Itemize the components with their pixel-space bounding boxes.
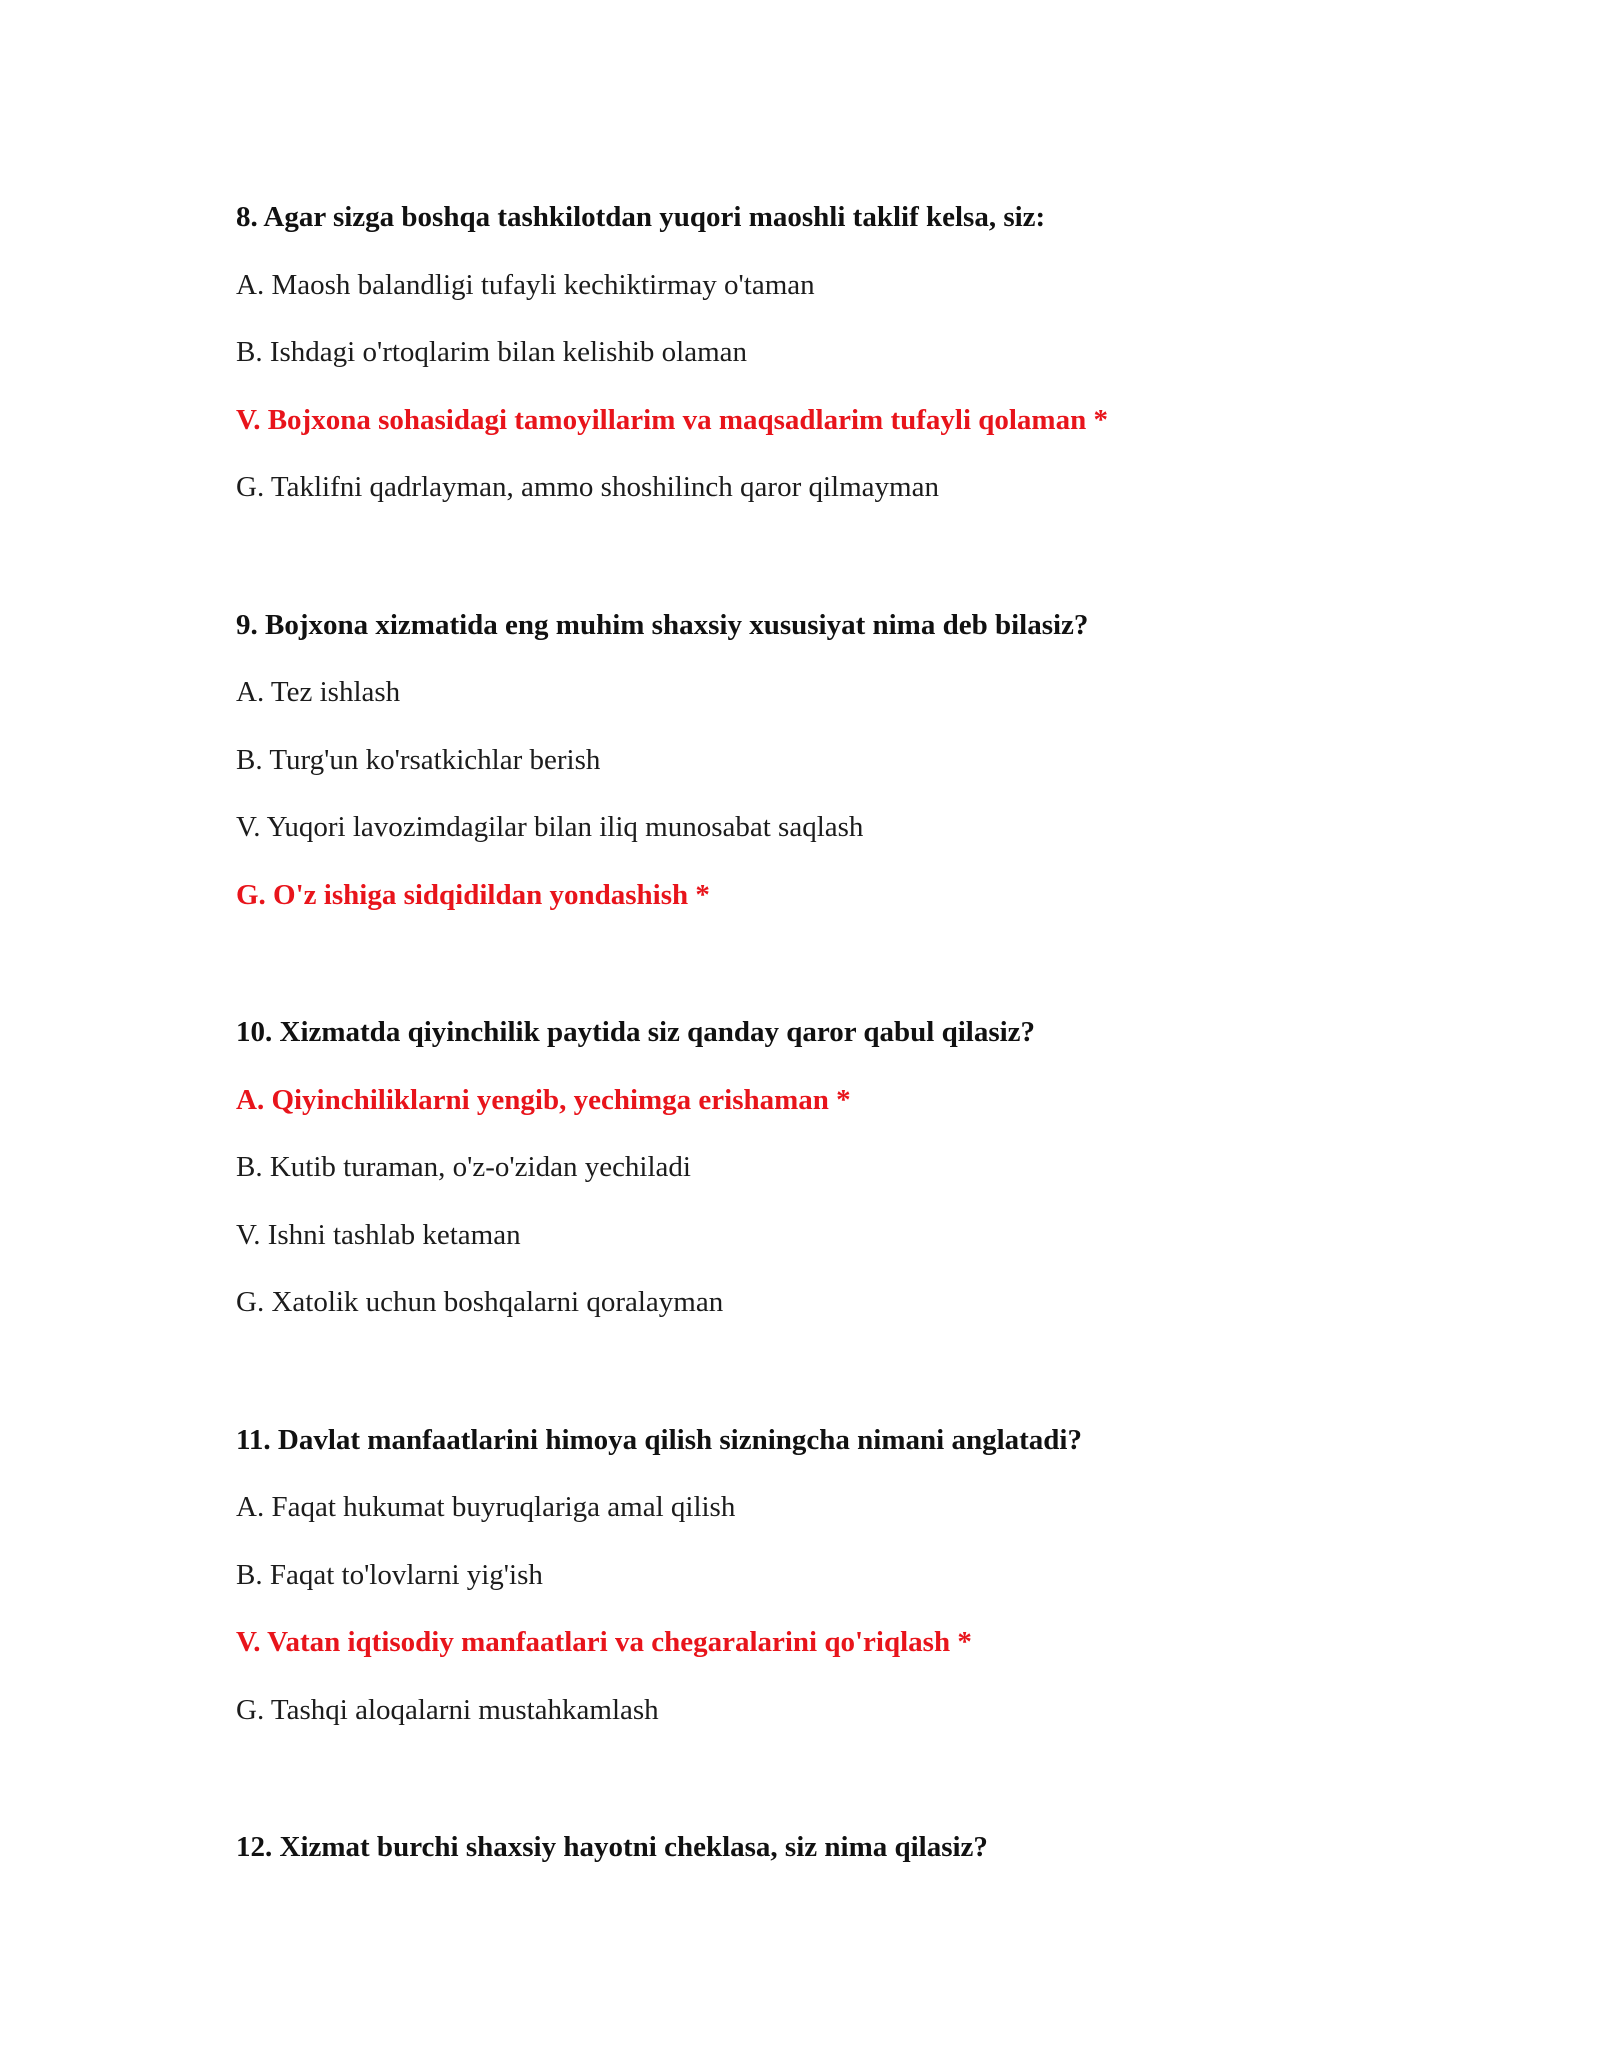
question-text: 8. Agar sizga boshqa tashkilotdan yuqori maoshli taklif kelsa, siz: (236, 201, 1046, 233)
answer-option: V. Yuqori lavozimdagilar bilan iliq munosabat saqlash (236, 811, 864, 843)
question-block (236, 592, 1436, 930)
answer-option: B. Kutib turaman, o'z-o'zidan yechiladi (236, 1151, 691, 1183)
answer-option: A. Tez ishlash (236, 676, 401, 708)
question-block (236, 184, 1436, 522)
answer-option: V. Ishni tashlab ketaman (236, 1218, 521, 1251)
question-block (236, 999, 1436, 1337)
answer-option: A. Maosh balandligi tufayli kechiktirmay o'taman (236, 268, 815, 301)
answer-option: B. Ishdagi o'rtoqlarim bilan kelishib olaman (236, 336, 748, 368)
correct-answer-option: V. Vatan iqtisodiy manfaatlari va chegaralarini qo'riqlash * (236, 1626, 972, 1658)
correct-answer-option: V. Bojxona sohasidagi tamoyillarim va maqsadlarim tufayli qolaman * (236, 403, 1108, 436)
answer-option: G. Xatolik uchun boshqalarni qoralayman (236, 1286, 724, 1318)
answer-option: G. Taklifni qadrlayman, ammo shoshilinch qaror qilmayman (236, 471, 939, 503)
question-list (236, 184, 1436, 1952)
correct-answer-option: A. Qiyinchiliklarni yengib, yechimga erishaman * (236, 1083, 851, 1116)
answer-option: B. Faqat to'lovlarni yig'ish (236, 1558, 543, 1591)
answer-option: A. Faqat hukumat buyruqlariga amal qilish (236, 1491, 736, 1523)
question-block (236, 1814, 1436, 1882)
correct-answer-option: G. O'z ishiga sidqidildan yondashish * (236, 878, 710, 911)
question-block (236, 1407, 1436, 1745)
answer-option: G. Tashqi aloqalarni mustahkamlash (236, 1693, 659, 1726)
question-text: 10. Xizmatda qiyinchilik paytida siz qanday qaror qabul qilasiz? (236, 1016, 1036, 1048)
answer-option: B. Turg'un ko'rsatkichlar berish (236, 743, 601, 776)
question-text: 11. Davlat manfaatlarini himoya qilish sizningcha nimani anglatadi? (236, 1423, 1082, 1456)
question-text: 12. Xizmat burchi shaxsiy hayotni cheklasa, siz nima qilasiz? (236, 1831, 988, 1863)
question-text: 9. Bojxona xizmatida eng muhim shaxsiy xususiyat nima deb bilasiz? (236, 608, 1089, 641)
